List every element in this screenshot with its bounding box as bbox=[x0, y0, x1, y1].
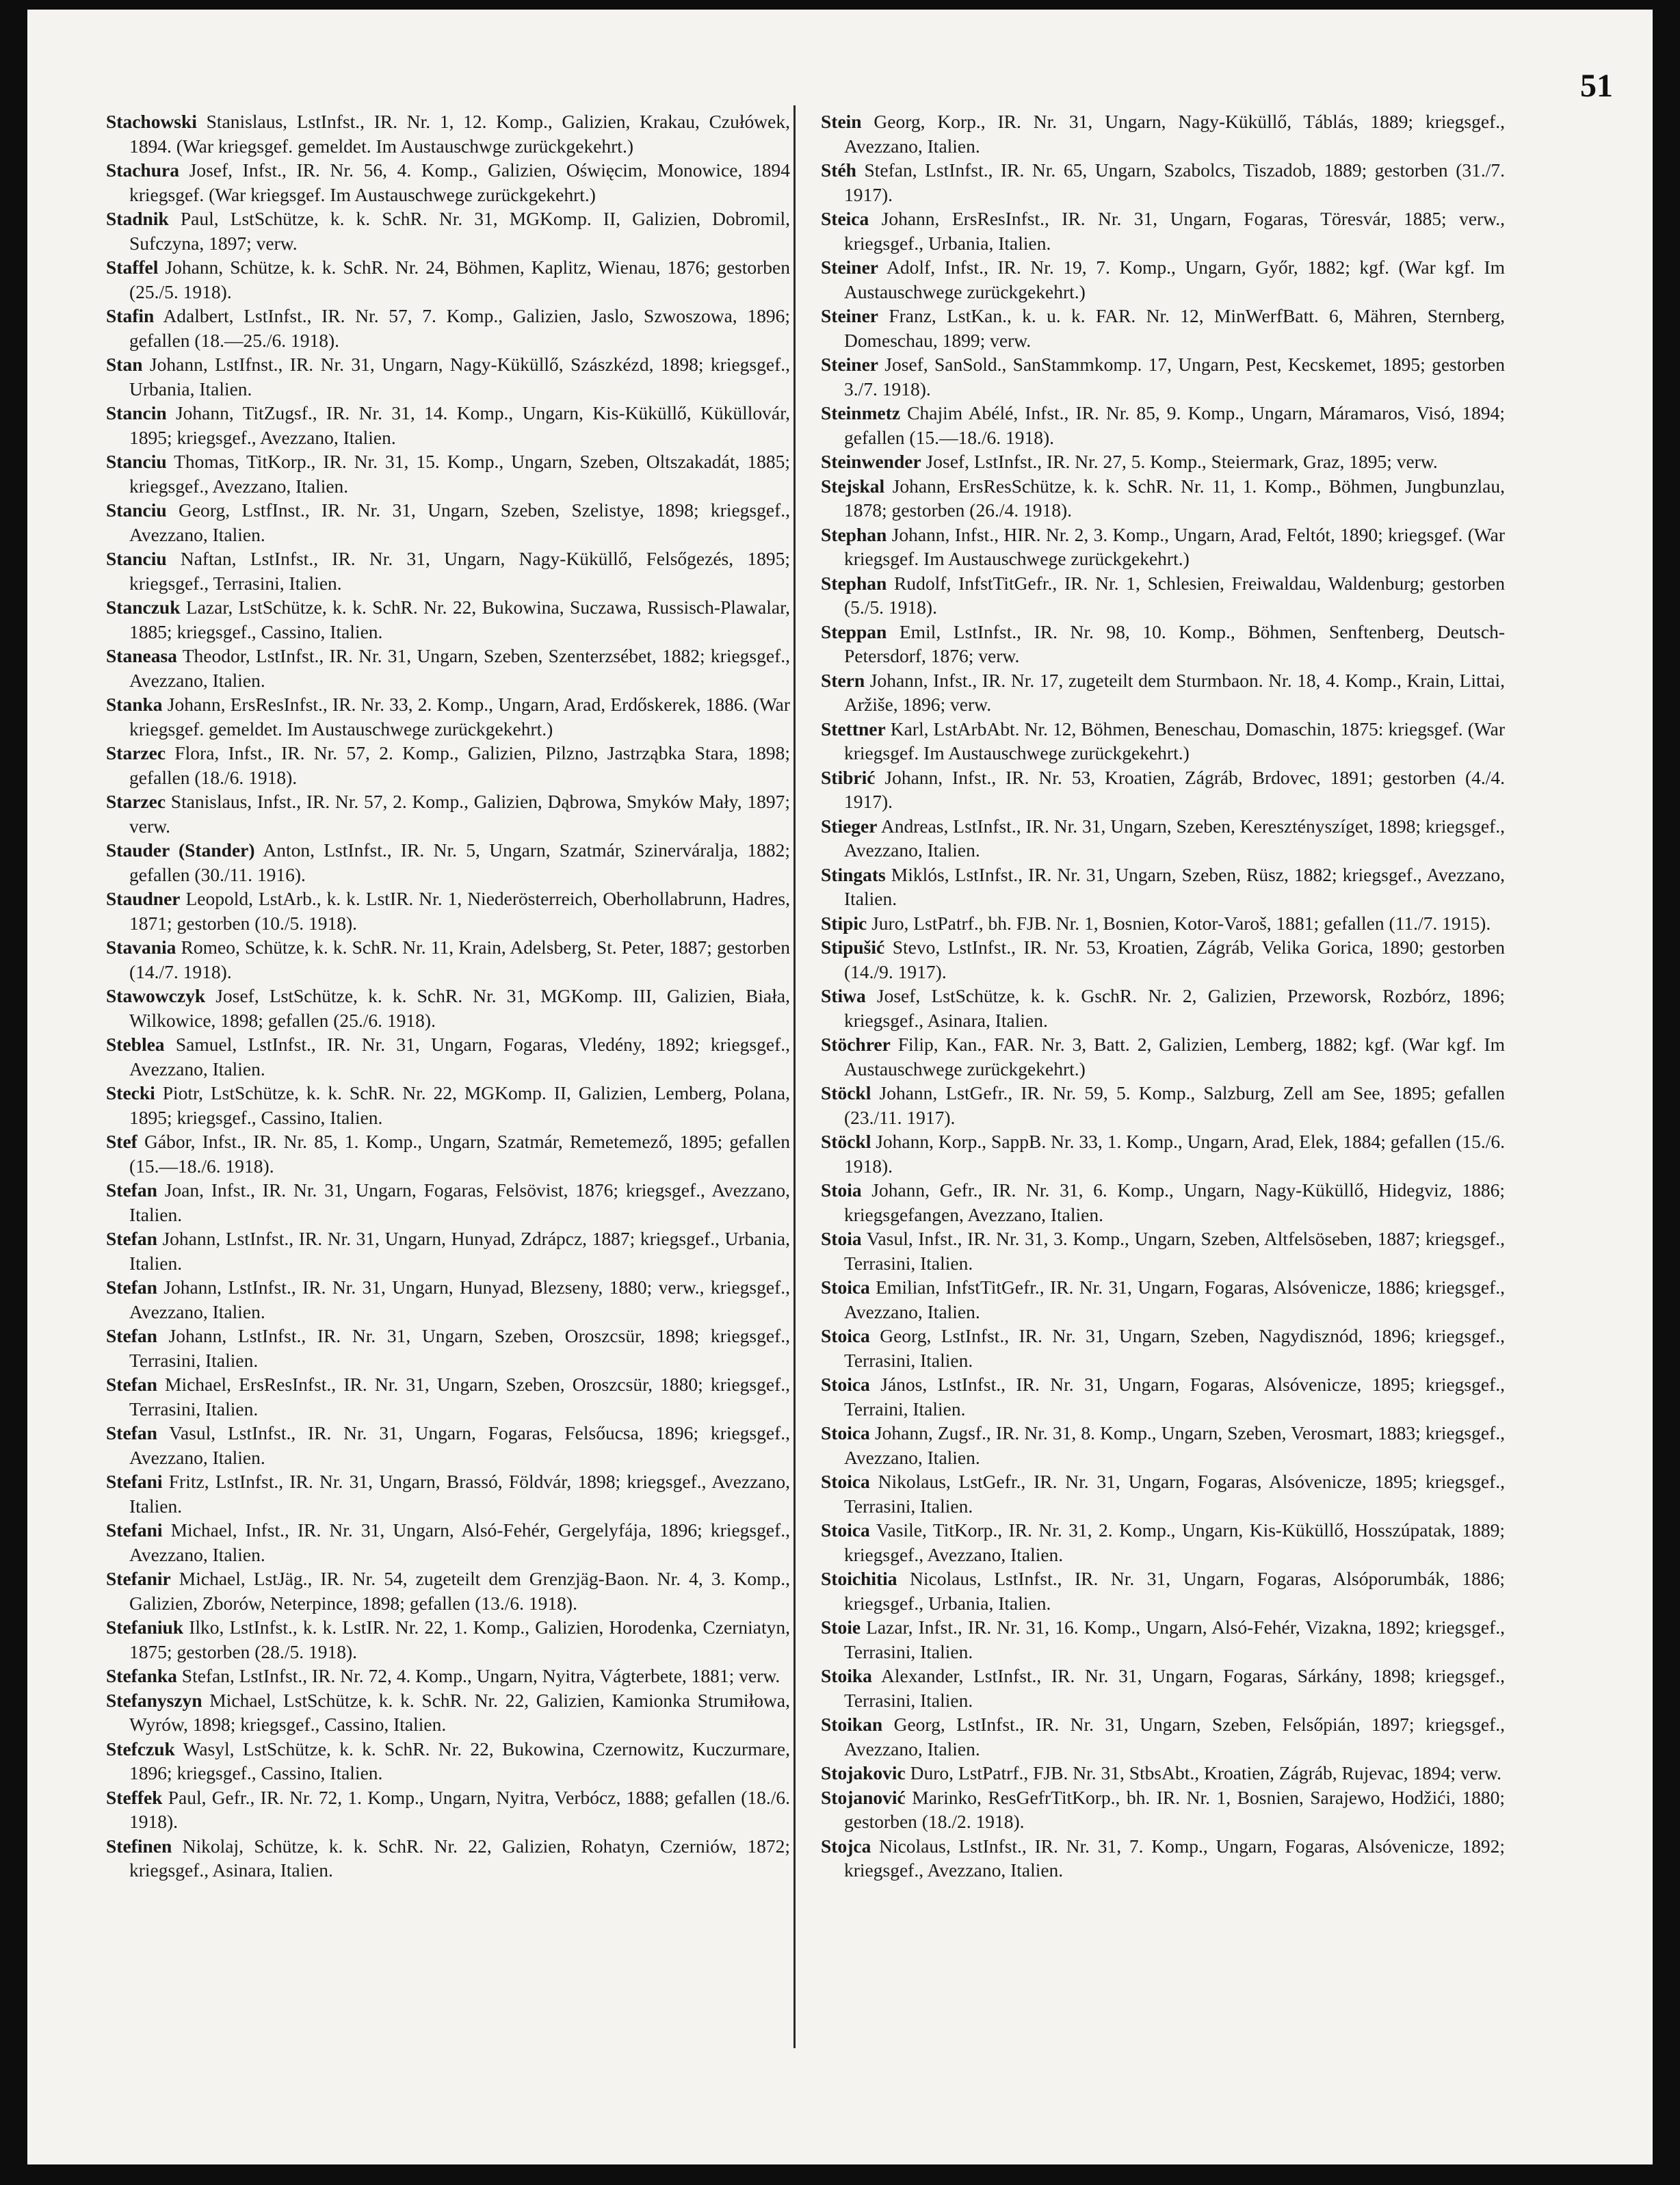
entry-surname: Stan bbox=[106, 354, 143, 375]
entry-surname: Steiner bbox=[821, 354, 879, 375]
entry-details: Karl, LstArbAbt. Nr. 12, Böhmen, Beneschau, Domaschin, 1875: kriegsgef. (War kriegsgef. Im Austauschwege zurückgekehrt.) bbox=[844, 718, 1505, 763]
register-entry bbox=[106, 1834, 790, 1883]
entry-surname: Stephan bbox=[821, 523, 887, 545]
entry-surname: Stanczuk bbox=[106, 597, 181, 618]
entry-details: Leopold, LstArb., k. k. LstIR. Nr. 1, Niederösterreich, Oberhollabrunn, Hadres, 1871; gestorben (10./5. 1918). bbox=[129, 888, 790, 934]
register-entry bbox=[106, 644, 790, 692]
entry-surname: Starzec bbox=[106, 791, 166, 812]
register-entry bbox=[821, 474, 1505, 523]
left-column bbox=[106, 109, 790, 1883]
entry-details: Johann, Infst., IR. Nr. 17, zugeteilt dem Sturmbaon. Nr. 18, 4. Komp., Krain, Littai, Aržiše, 1896; verw. bbox=[844, 669, 1505, 715]
entry-details: Stefan, LstInfst., IR. Nr. 65, Ungarn, Szabolcs, Tiszadob, 1889; gestorben (31./7. 1917). bbox=[844, 159, 1505, 205]
register-entry bbox=[106, 1275, 790, 1324]
register-entry bbox=[106, 1469, 790, 1518]
entry-surname: Stecki bbox=[106, 1082, 155, 1103]
entry-surname: Stein bbox=[821, 111, 862, 132]
entry-surname: Stern bbox=[821, 669, 865, 691]
entry-details: Anton, LstInfst., IR. Nr. 5, Ungarn, Szatmár, Szinerváralja, 1882; gefallen (30./11. 1916). bbox=[129, 839, 790, 885]
entry-details: Johann, Schütze, k. k. SchR. Nr. 24, Böhmen, Kaplitz, Wienau, 1876; gestorben (25./5. 1918). bbox=[129, 257, 790, 302]
entry-details: Naftan, LstInfst., IR. Nr. 31, Ungarn, Nagy-Küküllő, Felsőgezés, 1895; kriegsgef., Terrasini, Italien. bbox=[129, 548, 790, 594]
entry-details: Fritz, LstInfst., IR. Nr. 31, Ungarn, Brassó, Földvár, 1898; kriegsgef., Avezzano, Italien. bbox=[129, 1471, 790, 1517]
register-entry bbox=[821, 1567, 1505, 1615]
entry-surname: Stibrić bbox=[821, 766, 876, 788]
entry-details: Franz, LstKan., k. u. k. FAR. Nr. 12, MinWerfBatt. 6, Mähren, Sternberg, Domeschau, 1899; verw. bbox=[844, 305, 1505, 351]
entry-surname: Stefani bbox=[106, 1471, 163, 1492]
register-entry bbox=[821, 1032, 1505, 1081]
register-entry bbox=[106, 984, 790, 1032]
page-number: 51 bbox=[1580, 68, 1613, 104]
entry-surname: Stéh bbox=[821, 159, 856, 181]
entry-details: Piotr, LstSchütze, k. k. SchR. Nr. 22, MGKomp. II, Galizien, Lemberg, Polana, 1895; kriegsgef., Cassino, Italien. bbox=[129, 1082, 790, 1128]
entry-surname: Stiwa bbox=[821, 985, 866, 1006]
entry-surname: Stoia bbox=[821, 1179, 862, 1201]
entry-details: Michael, ErsResInfst., IR. Nr. 31, Ungarn, Szeben, Oroszcsür, 1880; kriegsgef., Terrasini, Italien. bbox=[129, 1374, 790, 1419]
entry-details: Johann, LstInfst., IR. Nr. 31, Ungarn, Szeben, Oroszcsür, 1898; kriegsgef., Terrasini, Italien. bbox=[129, 1325, 790, 1371]
entry-surname: Stoikan bbox=[821, 1714, 883, 1735]
register-entry bbox=[106, 1178, 790, 1227]
entry-details: Emil, LstInfst., IR. Nr. 98, 10. Komp., Böhmen, Senftenberg, Deutsch-Petersdorf, 1876; verw. bbox=[844, 620, 1505, 666]
entry-surname: Stefanka bbox=[106, 1665, 177, 1686]
entry-details: Georg, LstInfst., IR. Nr. 31, Ungarn, Szeben, Felsőpián, 1897; kriegsgef., Avezzano, Italien. bbox=[844, 1714, 1505, 1759]
register-entry bbox=[106, 158, 790, 207]
register-entry bbox=[821, 1129, 1505, 1178]
entry-details: Wasyl, LstSchütze, k. k. SchR. Nr. 22, Bukowina, Czernowitz, Kuczurmare, 1896; kriegsgef., Cassino, Italien. bbox=[129, 1738, 790, 1783]
register-entry bbox=[821, 255, 1505, 304]
entry-details: Filip, Kan., FAR. Nr. 3, Batt. 2, Galizien, Lemberg, 1882; kgf. (War kgf. Im Austauschwege zurückgekehrt.) bbox=[844, 1034, 1505, 1080]
register-entry bbox=[821, 1615, 1505, 1664]
entry-surname: Steinmetz bbox=[821, 402, 901, 423]
entry-details: Josef, LstInfst., IR. Nr. 27, 5. Komp., Steiermark, Graz, 1895; verw. bbox=[921, 451, 1438, 472]
register-entry bbox=[106, 1737, 790, 1785]
register-entry bbox=[106, 207, 790, 255]
entry-surname: Stefinen bbox=[106, 1835, 172, 1857]
entry-surname: Stoichitia bbox=[821, 1568, 897, 1589]
register-entry bbox=[106, 498, 790, 547]
entry-details: Johann, Korp., SappB. Nr. 33, 1. Komp., Ungarn, Arad, Elek, 1884; gefallen (15./6. 1918). bbox=[844, 1131, 1505, 1177]
register-entry bbox=[821, 207, 1505, 255]
entry-details: Samuel, LstInfst., IR. Nr. 31, Ungarn, Fogaras, Vledény, 1892; kriegsgef., Avezzano, Italien. bbox=[129, 1034, 790, 1080]
register-entry bbox=[821, 1834, 1505, 1883]
entry-surname: Stawowczyk bbox=[106, 985, 206, 1006]
register-entry bbox=[106, 1032, 790, 1081]
entry-details: Andreas, LstInfst., IR. Nr. 31, Ungarn, Szeben, Keresztényszíget, 1898; kriegsgef., Avezzano, Italien. bbox=[844, 815, 1505, 861]
entry-surname: Stojakovic bbox=[821, 1762, 906, 1783]
entry-details: Lazar, LstSchütze, k. k. SchR. Nr. 22, Bukowina, Suczawa, Russisch-Plawalar, 1885; kriegsgef., Cassino, Italien. bbox=[129, 597, 790, 642]
entry-details: Stanislaus, Infst., IR. Nr. 57, 2. Komp., Galizien, Dąbrowa, Smyków Mały, 1897; verw. bbox=[129, 791, 790, 837]
entry-details: Chajim Abélé, Infst., IR. Nr. 85, 9. Komp., Ungarn, Máramaros, Visó, 1894; gefallen (15.—18./6. 1918). bbox=[844, 402, 1505, 448]
entry-details: Nicolaus, LstInfst., IR. Nr. 31, 7. Komp., Ungarn, Fogaras, Alsóvenicze, 1892; kriegsgef., Avezzano, Italien. bbox=[844, 1835, 1505, 1881]
register-entry bbox=[106, 1518, 790, 1567]
entry-surname: Stöchrer bbox=[821, 1034, 891, 1055]
register-entry bbox=[821, 1761, 1505, 1785]
entry-details: Ilko, LstInfst., k. k. LstIR. Nr. 22, 1. Komp., Galizien, Horodenka, Czerniatyn, 1875; gestorben (28./5. 1918). bbox=[129, 1617, 790, 1662]
right-column bbox=[821, 109, 1505, 1883]
entry-details: Marinko, ResGefrTitKorp., bh. IR. Nr. 1, Bosnien, Sarajewo, Hodžići, 1880; gestorben (18./2. 1918). bbox=[844, 1786, 1505, 1832]
entry-surname: Stavania bbox=[106, 937, 176, 958]
entry-surname: Stoia bbox=[821, 1228, 862, 1249]
register-entry bbox=[821, 1275, 1505, 1324]
register-entry bbox=[106, 1421, 790, 1469]
register-entry bbox=[821, 863, 1505, 911]
entry-details: Adolf, Infst., IR. Nr. 19, 7. Komp., Ungarn, Győr, 1882; kgf. (War kgf. Im Austauschwege zurückgekehrt.) bbox=[844, 257, 1505, 302]
register-entry bbox=[106, 547, 790, 595]
entry-surname: Steppan bbox=[821, 620, 887, 642]
entry-details: Michael, Infst., IR. Nr. 31, Ungarn, Alsó-Fehér, Gergelyfája, 1896; kriegsgef., Avezzano, Italien. bbox=[129, 1519, 790, 1565]
register-entry bbox=[821, 523, 1505, 571]
entry-surname: Starzec bbox=[106, 742, 166, 763]
register-entry bbox=[106, 109, 790, 158]
entry-surname: Steiner bbox=[821, 305, 879, 326]
entry-surname: Stefan bbox=[106, 1179, 157, 1201]
register-entry bbox=[821, 1372, 1505, 1421]
entry-surname: Steblea bbox=[106, 1034, 165, 1055]
entry-surname: Stancin bbox=[106, 402, 167, 423]
entry-details: Gábor, Infst., IR. Nr. 85, 1. Komp., Ungarn, Szatmár, Remetemező, 1895; gefallen (15.—18./6. 1918). bbox=[129, 1131, 790, 1177]
entry-surname: Stoica bbox=[821, 1471, 870, 1492]
entry-details: Johann, Infst., IR. Nr. 53, Kroatien, Zágráb, Brdovec, 1891; gestorben (4./4. 1917). bbox=[844, 766, 1505, 812]
entry-details: Josef, SanSold., SanStammkomp. 17, Ungarn, Pest, Kecskemet, 1895; gestorben 3./7. 1918). bbox=[844, 354, 1505, 400]
entry-surname: Stauder (Stander) bbox=[106, 839, 255, 861]
entry-details: Rudolf, InfstTitGefr., IR. Nr. 1, Schlesien, Freiwaldau, Waldenburg; gestorben (5./5. 1918). bbox=[844, 572, 1505, 618]
entry-details: Georg, LstfInst., IR. Nr. 31, Ungarn, Szeben, Szelistye, 1898; kriegsgef., Avezzano, Italien. bbox=[129, 499, 790, 545]
entry-details: Johann, ErsResInfst., IR. Nr. 31, Ungarn, Fogaras, Töresvár, 1885; verw., kriegsgef., Urbania, Italien. bbox=[844, 208, 1505, 254]
entry-surname: Stejskal bbox=[821, 475, 885, 497]
register-entry bbox=[821, 158, 1505, 207]
entry-surname: Stefan bbox=[106, 1325, 157, 1346]
column-divider bbox=[793, 105, 796, 2048]
entry-details: Johann, Gefr., IR. Nr. 31, 6. Komp., Ungarn, Nagy-Küküllő, Hidegviz, 1886; kriegsgefangen, Avezzano, Italien. bbox=[844, 1179, 1505, 1225]
register-entry bbox=[106, 887, 790, 935]
entry-surname: Stoica bbox=[821, 1277, 870, 1298]
register-entry bbox=[106, 1227, 790, 1275]
entry-surname: Stanciu bbox=[106, 548, 167, 569]
register-entry bbox=[106, 352, 790, 401]
entry-details: Josef, LstSchütze, k. k. SchR. Nr. 31, MGKomp. III, Galizien, Biała, Wilkowice, 1898; gefallen (25./6. 1918). bbox=[129, 985, 790, 1031]
entry-details: Vasul, LstInfst., IR. Nr. 31, Ungarn, Fogaras, Felsőucsa, 1896; kriegsgef., Avezzano, Italien. bbox=[129, 1422, 790, 1468]
entry-details: Nikolaj, Schütze, k. k. SchR. Nr. 22, Galizien, Rohatyn, Czerniów, 1872; kriegsgef., Asinara, Italien. bbox=[129, 1835, 790, 1881]
entry-details: Johann, Infst., HIR. Nr. 2, 3. Komp., Ungarn, Arad, Feltót, 1890; kriegsgef. (War kriegsgef. Im Austauschwege zurückgekehrt.) bbox=[844, 523, 1505, 569]
register-entry bbox=[821, 1785, 1505, 1834]
entry-surname: Stingats bbox=[821, 863, 886, 885]
entry-surname: Stefan bbox=[106, 1422, 157, 1443]
entry-surname: Stefczuk bbox=[106, 1738, 175, 1759]
entry-surname: Stanka bbox=[106, 694, 163, 715]
entry-surname: Stanciu bbox=[106, 451, 167, 472]
entry-surname: Stadnik bbox=[106, 208, 169, 229]
register-entry bbox=[106, 1081, 790, 1129]
entry-surname: Staffel bbox=[106, 257, 159, 278]
entry-surname: Stefan bbox=[106, 1277, 157, 1298]
entry-surname: Stefan bbox=[106, 1374, 157, 1395]
entry-details: Paul, Gefr., IR. Nr. 72, 1. Komp., Ungarn, Nyitra, Verbócz, 1888; gefallen (18./6. 1918). bbox=[129, 1786, 790, 1832]
entry-details: Vasul, Infst., IR. Nr. 31, 3. Komp., Ungarn, Szeben, Altfelsöseben, 1887; kriegsgef., Terrasini, Italien. bbox=[844, 1228, 1505, 1274]
entry-details: Adalbert, LstInfst., IR. Nr. 57, 7. Komp., Galizien, Jaslo, Szwoszowa, 1896; gefallen (18.—25./6. 1918). bbox=[129, 305, 790, 351]
entry-details: Georg, Korp., IR. Nr. 31, Ungarn, Nagy-Küküllő, Táblás, 1889; kriegsgef., Avezzano, Italien. bbox=[844, 111, 1505, 157]
entry-details: Stanislaus, LstInfst., IR. Nr. 1, 12. Komp., Galizien, Krakau, Czułówek, 1894. (War kriegsgef. gemeldet. Im Austauschwge zurückgekehrt.) bbox=[129, 111, 790, 157]
register-entry bbox=[821, 1518, 1505, 1567]
entry-surname: Steica bbox=[821, 208, 869, 229]
entry-surname: Stojanović bbox=[821, 1786, 906, 1808]
register-entry bbox=[106, 1664, 790, 1688]
entry-surname: Stoie bbox=[821, 1617, 861, 1638]
entry-details: Paul, LstSchütze, k. k. SchR. Nr. 31, MGKomp. II, Galizien, Dobromil, Sufczyna, 1897; verw. bbox=[129, 208, 790, 254]
register-entry bbox=[821, 1227, 1505, 1275]
register-entry bbox=[106, 1615, 790, 1664]
entry-details: Duro, LstPatrf., FJB. Nr. 31, StbsAbt., Kroatien, Zágráb, Rujevac, 1894; verw. bbox=[905, 1762, 1501, 1783]
entry-surname: Stanciu bbox=[106, 499, 167, 521]
entry-surname: Stefanir bbox=[106, 1568, 171, 1589]
entry-details: Miklós, LstInfst., IR. Nr. 31, Ungarn, Szeben, Rüsz, 1882; kriegsgef., Avezzano, Italien. bbox=[844, 863, 1505, 909]
register-entry bbox=[106, 1567, 790, 1615]
entry-surname: Staudner bbox=[106, 888, 181, 909]
register-entry bbox=[106, 1372, 790, 1421]
register-entry bbox=[821, 935, 1505, 984]
entry-surname: Stoica bbox=[821, 1325, 870, 1346]
entry-details: Michael, LstJäg., IR. Nr. 54, zugeteilt dem Grenzjäg-Baon. Nr. 4, 3. Komp., Galizien, Zborów, Neterpince, 1898; gefallen (13./6. 1918). bbox=[129, 1568, 790, 1614]
entry-details: Lazar, Infst., IR. Nr. 31, 16. Komp., Ungarn, Alsó-Fehér, Vizakna, 1892; kriegsgef., Terrasini, Italien. bbox=[844, 1617, 1505, 1662]
entry-details: Johann, LstGefr., IR. Nr. 59, 5. Komp., Salzburg, Zell am See, 1895; gefallen (23./11. 1917). bbox=[844, 1082, 1505, 1128]
entry-surname: Stefani bbox=[106, 1519, 163, 1541]
register-entry bbox=[821, 717, 1505, 766]
entry-details: Theodor, LstInfst., IR. Nr. 31, Ungarn, Szeben, Szenterzsébet, 1882; kriegsgef., Avezzano, Italien. bbox=[129, 645, 790, 691]
register-entry bbox=[106, 1324, 790, 1372]
entry-surname: Steiner bbox=[821, 257, 879, 278]
register-entry bbox=[821, 766, 1505, 814]
register-entry bbox=[106, 595, 790, 644]
register-entry bbox=[106, 1785, 790, 1834]
register-entry bbox=[821, 401, 1505, 449]
register-entry bbox=[821, 1712, 1505, 1761]
entry-details: Josef, LstSchütze, k. k. GschR. Nr. 2, Galizien, Przeworsk, Rozbórz, 1896; kriegsgef., Asinara, Italien. bbox=[844, 985, 1505, 1031]
register-entry bbox=[821, 984, 1505, 1032]
register-entry bbox=[106, 1129, 790, 1178]
entry-details: Johann, ErsResSchütze, k. k. SchR. Nr. 11, 1. Komp., Böhmen, Jungbunzlau, 1878; gestorben (26./4. 1918). bbox=[844, 475, 1505, 521]
entry-surname: Stef bbox=[106, 1131, 137, 1152]
register-entry bbox=[106, 789, 790, 838]
register-entry bbox=[821, 1469, 1505, 1518]
register-entry bbox=[821, 1081, 1505, 1129]
register-entry bbox=[821, 668, 1505, 717]
entry-details: Vasile, TitKorp., IR. Nr. 31, 2. Komp., Ungarn, Kis-Küküllő, Hosszúpatak, 1889; kriegsgef., Avezzano, Italien. bbox=[844, 1519, 1505, 1565]
register-entry bbox=[821, 911, 1505, 936]
register-entry bbox=[821, 1178, 1505, 1227]
entry-surname: Stoika bbox=[821, 1665, 872, 1686]
register-entry bbox=[106, 255, 790, 304]
entry-surname: Stettner bbox=[821, 718, 886, 740]
register-entry bbox=[106, 449, 790, 498]
entry-surname: Stephan bbox=[821, 572, 887, 594]
entry-details: Johann, LstIfnst., IR. Nr. 31, Ungarn, Nagy-Küküllő, Szászkézd, 1898; kriegsgef., Urbania, Italien. bbox=[129, 354, 790, 400]
register-entry bbox=[106, 692, 790, 741]
register-entry bbox=[821, 1664, 1505, 1712]
entry-details: Johann, LstInfst., IR. Nr. 31, Ungarn, Hunyad, Zdrápcz, 1887; kriegsgef., Urbania, Italien. bbox=[129, 1228, 790, 1274]
entry-details: Stevo, LstInfst., IR. Nr. 53, Kroatien, Zágráb, Velika Gorica, 1890; gestorben (14./9. 1917). bbox=[844, 937, 1505, 982]
entry-surname: Steffek bbox=[106, 1786, 163, 1808]
entry-surname: Stefanyszyn bbox=[106, 1689, 202, 1711]
entry-surname: Stöckl bbox=[821, 1082, 871, 1103]
entry-details: Joan, Infst., IR. Nr. 31, Ungarn, Fogaras, Felsövist, 1876; kriegsgef., Avezzano, Italien. bbox=[129, 1179, 790, 1225]
entry-details: Michael, LstSchütze, k. k. SchR. Nr. 22, Galizien, Kamionka Strumiłowa, Wyrów, 1898; kriegsgef., Cassino, Italien. bbox=[129, 1689, 790, 1735]
entry-details: Romeo, Schütze, k. k. SchR. Nr. 11, Krain, Adelsberg, St. Peter, 1887; gestorben (14./7. 1918). bbox=[129, 937, 790, 982]
entry-details: Johann, LstInfst., IR. Nr. 31, Ungarn, Hunyad, Blezseny, 1880; verw., kriegsgef., Avezzano, Italien. bbox=[129, 1277, 790, 1322]
register-entry bbox=[106, 401, 790, 449]
entry-details: Emilian, InfstTitGefr., IR. Nr. 31, Ungarn, Fogaras, Alsóvenicze, 1886; kriegsgef., Avezzano, Italien. bbox=[844, 1277, 1505, 1322]
register-entry bbox=[106, 741, 790, 789]
entry-surname: Stipušić bbox=[821, 937, 885, 958]
document-page bbox=[27, 10, 1653, 2164]
register-entry bbox=[821, 1421, 1505, 1469]
entry-surname: Stieger bbox=[821, 815, 878, 837]
entry-details: János, LstInfst., IR. Nr. 31, Ungarn, Fogaras, Alsóvenicze, 1895; kriegsgef., Terraini, Italien. bbox=[844, 1374, 1505, 1419]
entry-surname: Stoica bbox=[821, 1374, 870, 1395]
entry-surname: Stefaniuk bbox=[106, 1617, 184, 1638]
register-entry bbox=[821, 1324, 1505, 1372]
entry-surname: Stoica bbox=[821, 1519, 870, 1541]
entry-details: Flora, Infst., IR. Nr. 57, 2. Komp., Galizien, Pilzno, Jastrząbka Stara, 1898; gefallen (18./6. 1918). bbox=[129, 742, 790, 788]
entry-details: Juro, LstPatrf., bh. FJB. Nr. 1, Bosnien, Kotor-Varoš, 1881; gefallen (11./7. 1915). bbox=[867, 912, 1491, 934]
register-entry bbox=[821, 571, 1505, 620]
register-entry bbox=[821, 620, 1505, 668]
entry-details: Johann, Zugsf., IR. Nr. 31, 8. Komp., Ungarn, Szeben, Verosmart, 1883; kriegsgef., Avezzano, Italien. bbox=[844, 1422, 1505, 1468]
register-entry bbox=[106, 1688, 790, 1737]
entry-details: Johann, TitZugsf., IR. Nr. 31, 14. Komp., Ungarn, Kis-Küküllő, Küküllovár, 1895; kriegsgef., Avezzano, Italien. bbox=[129, 402, 790, 448]
register-entry bbox=[821, 304, 1505, 352]
entry-details: Alexander, LstInfst., IR. Nr. 31, Ungarn, Fogaras, Sárkány, 1898; kriegsgef., Terrasini, Italien. bbox=[844, 1665, 1505, 1711]
entry-surname: Stöckl bbox=[821, 1131, 871, 1152]
entry-surname: Stachowski bbox=[106, 111, 197, 132]
entry-surname: Stafin bbox=[106, 305, 155, 326]
register-entry bbox=[821, 814, 1505, 863]
entry-surname: Stipic bbox=[821, 912, 867, 934]
entry-details: Stefan, LstInfst., IR. Nr. 72, 4. Komp., Ungarn, Nyitra, Vágterbete, 1881; verw. bbox=[176, 1665, 780, 1686]
entry-surname: Stoica bbox=[821, 1422, 870, 1443]
entry-surname: Stefan bbox=[106, 1228, 157, 1249]
register-entry bbox=[106, 935, 790, 984]
entry-details: Josef, Infst., IR. Nr. 56, 4. Komp., Galizien, Oświęcim, Monowice, 1894 kriegsgef. (War kriegsgef. Im Austauschwege zurückgekehrt.) bbox=[129, 159, 790, 205]
entry-surname: Stojca bbox=[821, 1835, 871, 1857]
entry-surname: Staneasa bbox=[106, 645, 177, 666]
register-entry bbox=[106, 838, 790, 887]
entry-details: Nikolaus, LstGefr., IR. Nr. 31, Ungarn, Fogaras, Alsóvenicze, 1895; kriegsgef., Terrasini, Italien. bbox=[844, 1471, 1505, 1517]
entry-surname: Steinwender bbox=[821, 451, 921, 472]
entry-details: Johann, ErsResInfst., IR. Nr. 33, 2. Komp., Ungarn, Arad, Erdőskerek, 1886. (War kriegsgef. gemeldet. Im Austauschwege zurückgekehrt.) bbox=[129, 694, 790, 740]
entry-details: Georg, LstInfst., IR. Nr. 31, Ungarn, Szeben, Nagydisznód, 1896; kriegsgef., Terrasini, Italien. bbox=[844, 1325, 1505, 1371]
entry-details: Thomas, TitKorp., IR. Nr. 31, 15. Komp., Ungarn, Szeben, Oltszakadát, 1885; kriegsgef., Avezzano, Italien. bbox=[129, 451, 790, 497]
entry-surname: Stachura bbox=[106, 159, 179, 181]
register-entry bbox=[821, 352, 1505, 401]
register-entry bbox=[821, 449, 1505, 474]
entry-details: Nicolaus, LstInfst., IR. Nr. 31, Ungarn, Fogaras, Alsóporumbák, 1886; kriegsgef., Urbania, Italien. bbox=[844, 1568, 1505, 1614]
register-entry bbox=[821, 109, 1505, 158]
register-entry bbox=[106, 304, 790, 352]
